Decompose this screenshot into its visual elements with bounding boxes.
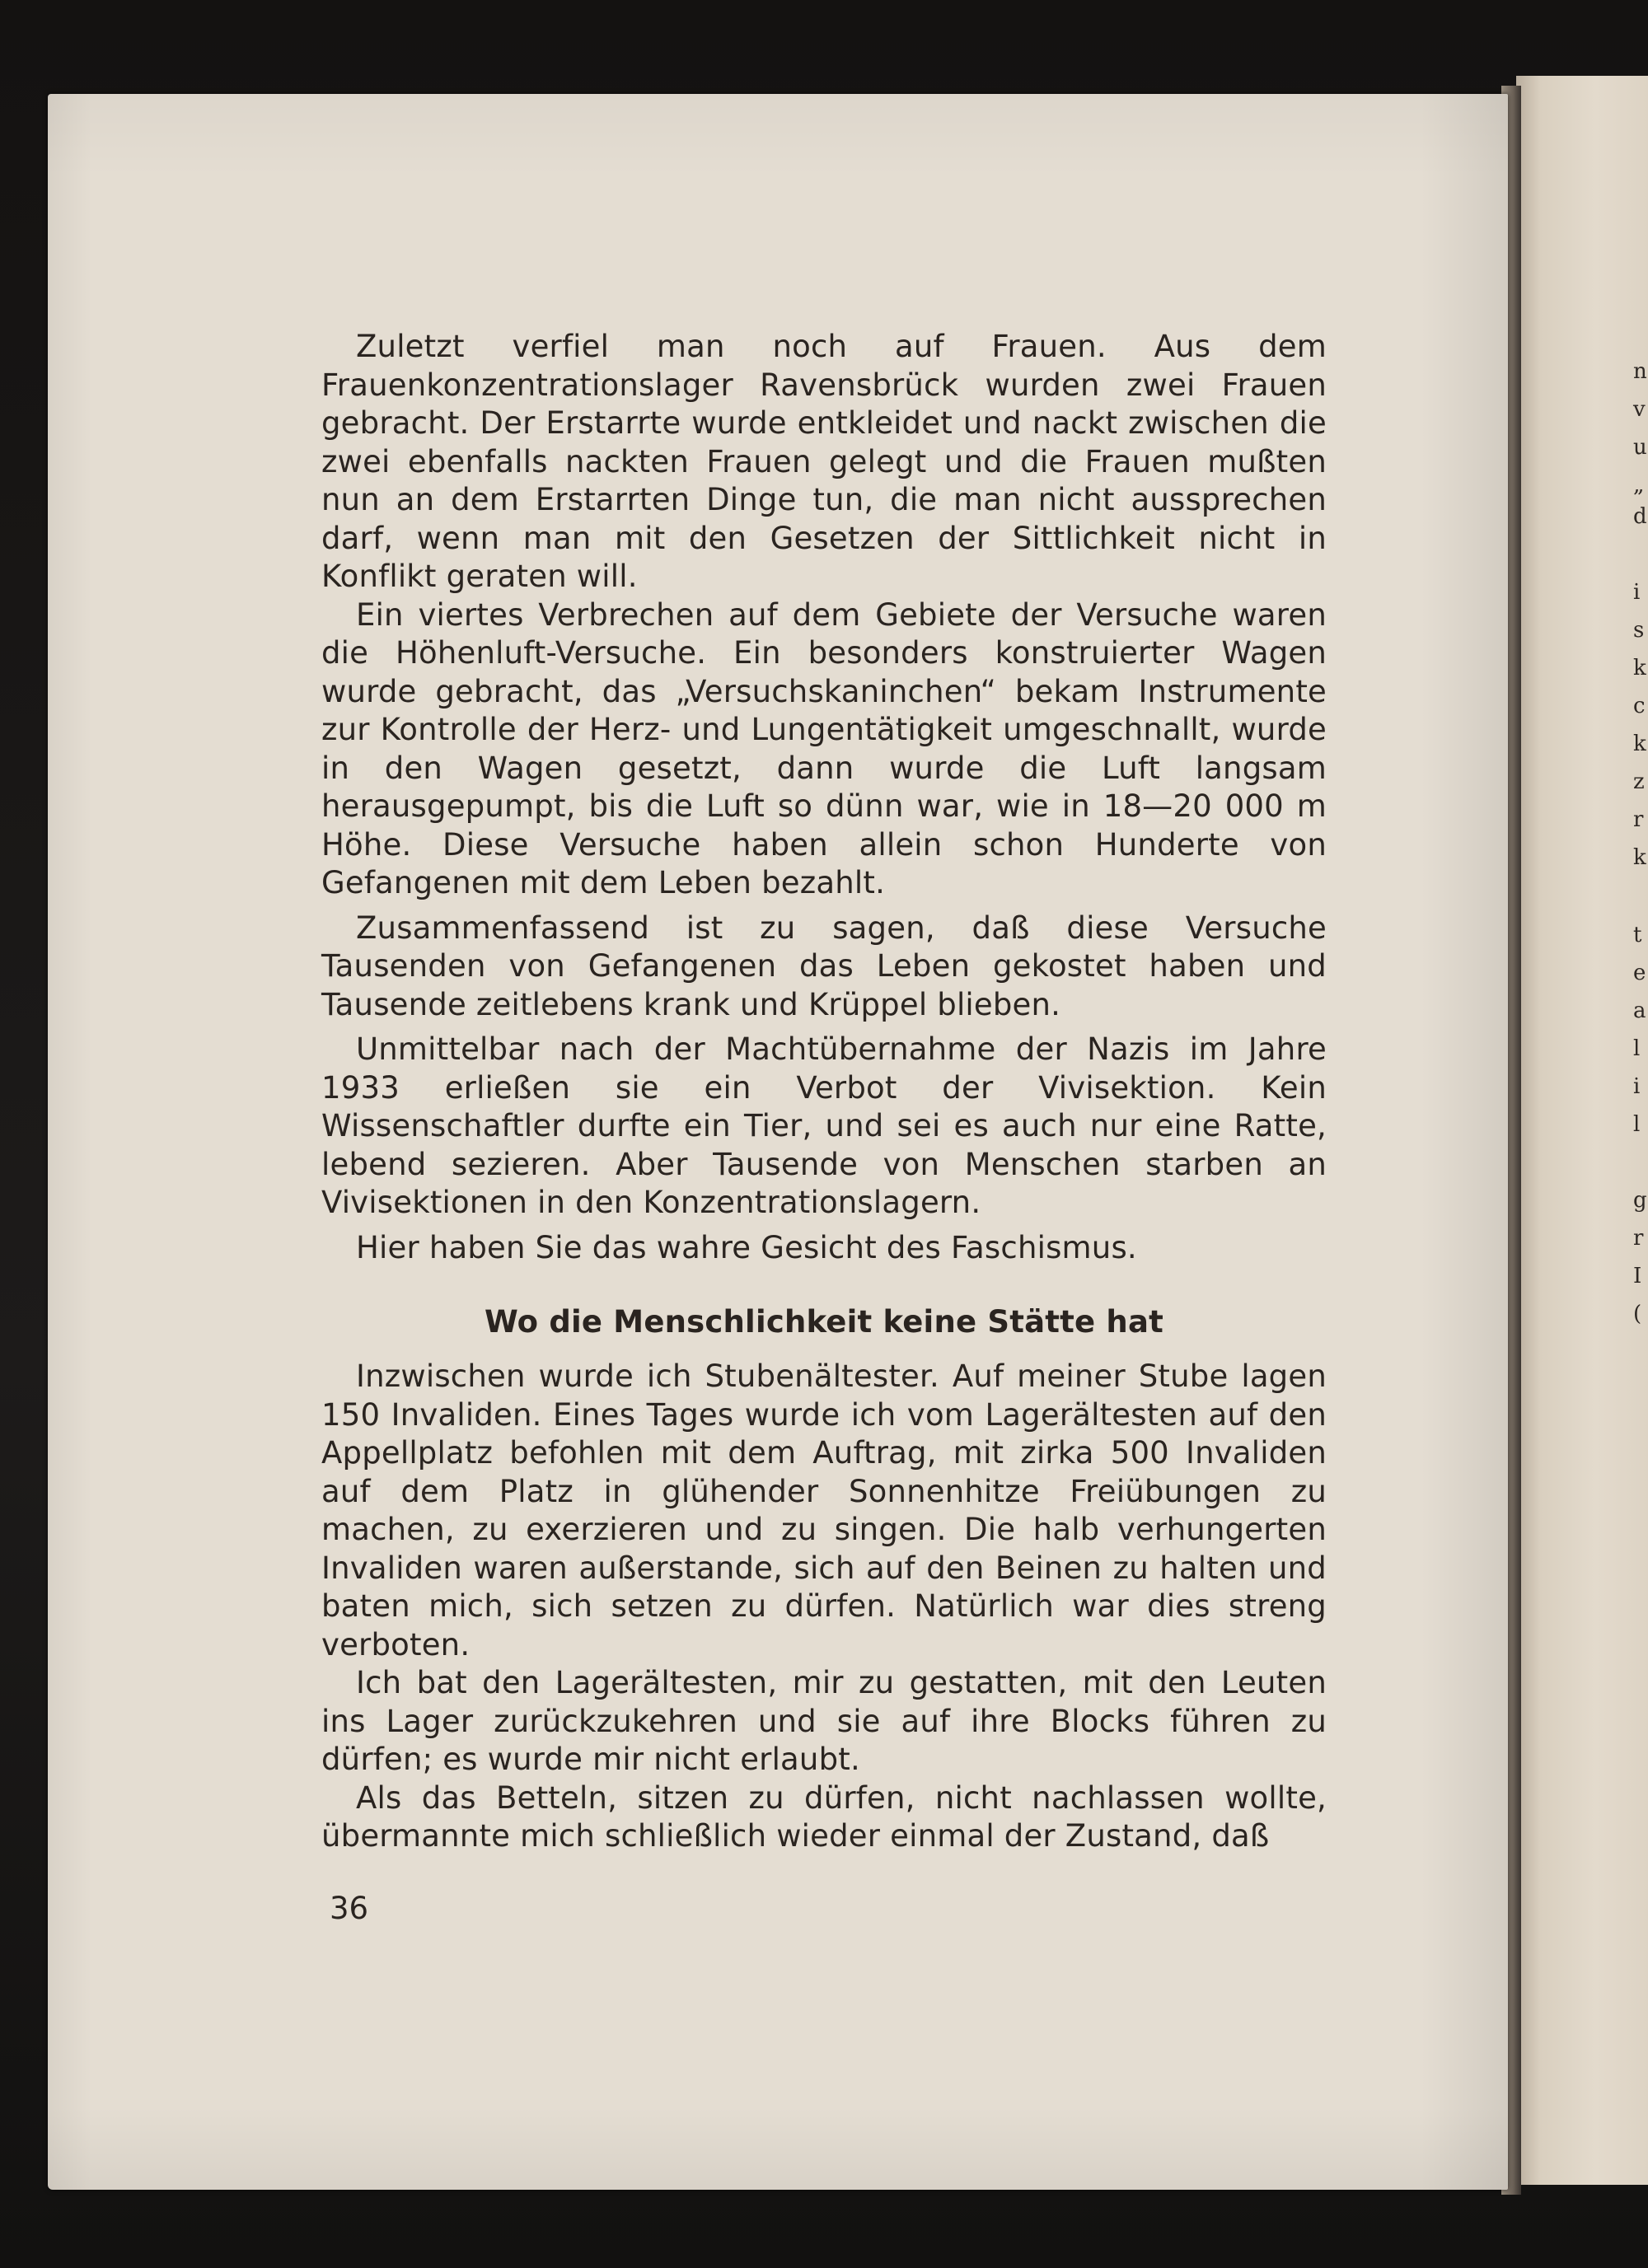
facing-page-glyph: I — [1633, 1264, 1642, 1288]
page-body — [321, 328, 1327, 1856]
facing-page-glyph: k — [1633, 845, 1646, 870]
facing-page-glyph: k — [1633, 656, 1646, 680]
page-number: 36 — [330, 1891, 369, 1926]
facing-page-glyph: k — [1633, 732, 1646, 756]
facing-page-glyph: n — [1633, 359, 1647, 384]
paragraph: Ein viertes Verbrechen auf dem Gebiete der Versuche waren die Höhenluft-Versuche. Ein besonders konstruierter Wagen wurde gebracht, das „Versuchskaninchen“ bekam Instrumente zur Kontrolle der Herz- und Lungentätigkeit umgeschnallt, wurde in den Wagen gesetzt, dann wurde die Luft langsam herausgepumpt, bis die Luft so dünn war, wie in 18—20 000 m Höhe. Diese Versuche haben allein schon Hunderte von Gefangenen mit dem Leben bezahlt. — [321, 596, 1327, 900]
facing-page-glyph: v — [1633, 397, 1646, 422]
section-heading: Wo die Menschlichkeit keine Stätte hat — [484, 1304, 1164, 1340]
facing-page-glyph: z — [1633, 769, 1645, 794]
facing-page-glyph: r — [1633, 1226, 1644, 1251]
facing-page-glyph: s — [1633, 618, 1645, 643]
paragraph: Inzwischen wurde ich Stubenältester. Auf meiner Stube lagen 150 Invaliden. Eines Tages wurde ich vom Lagerältesten auf den Appellplatz befohlen mit dem Auftrag, mit zirka 500 Invaliden auf dem Platz in glühender Sonnenhitze Freiübungen zu machen, zu exerzieren und zu singen. Die halb verhungerten Invaliden waren außerstande, sich auf den Beinen zu halten und baten mich, sich setzen zu dürfen. Natürlich war dies streng verboten. — [321, 1358, 1327, 1662]
facing-page-glyph: l — [1633, 1036, 1641, 1061]
facing-page-glyph: i — [1633, 580, 1641, 605]
facing-page-glyph: t — [1633, 923, 1642, 947]
facing-page-glyph: „ — [1633, 473, 1645, 498]
facing-page-glyph: g — [1633, 1188, 1647, 1213]
paragraph: Zusammenfassend ist zu sagen, daß diese Versuche Tausenden von Gefangenen das Leben gekostet haben und Tausende zeitlebens krank und Krüppel blieben. — [321, 910, 1327, 1022]
facing-page-glyph: e — [1633, 961, 1646, 985]
facing-page-glyph: r — [1633, 807, 1644, 832]
facing-page-glyph: u — [1633, 435, 1647, 460]
facing-page-glyph: ( — [1633, 1302, 1642, 1326]
facing-page — [1516, 76, 1648, 2185]
facing-page-glyph: l — [1633, 1112, 1641, 1137]
facing-page-glyph: d — [1633, 504, 1647, 529]
paragraph: Zuletzt verfiel man noch auf Frauen. Aus dem Frauenkonzentrationslager Ravensbrück wurden zwei Frauen gebracht. Der Erstarrte wurde entkleidet und nackt zwischen die zwei ebenfalls nackten Frauen gelegt und die Frauen mußten nun an dem Erstarrten Dinge tun, die man nicht aussprechen darf, wenn man mit den Gesetzen der Sittlichkeit nicht in Konflikt geraten will. — [321, 329, 1327, 594]
paragraph: Ich bat den Lagerältesten, mir zu gestatten, mit den Leuten ins Lager zurückzukehren und sie auf ihre Blocks führen zu dürfen; es wurde mir nicht erlaubt. — [321, 1665, 1327, 1777]
paragraph: Als das Betteln, sitzen zu dürfen, nicht nachlassen wollte, übermannte mich schließlich wieder einmal der Zustand, daß — [321, 1779, 1327, 1854]
facing-page-glyph: c — [1633, 694, 1646, 718]
facing-page-glyph: i — [1633, 1074, 1641, 1099]
facing-page-glyph: a — [1633, 998, 1646, 1023]
paragraph: Hier haben Sie das wahre Gesicht des Faschismus. — [356, 1229, 1137, 1265]
paragraph: Unmittelbar nach der Machtübernahme der Nazis im Jahre 1933 erließen sie ein Verbot der Vivisektion. Kein Wissenschaftler durfte ein Tier, und sei es auch nur eine Ratte, lebend sezieren. Aber Tausende von Menschen starben an Vivisektionen in den Konzentrationslagern. — [321, 1031, 1327, 1220]
